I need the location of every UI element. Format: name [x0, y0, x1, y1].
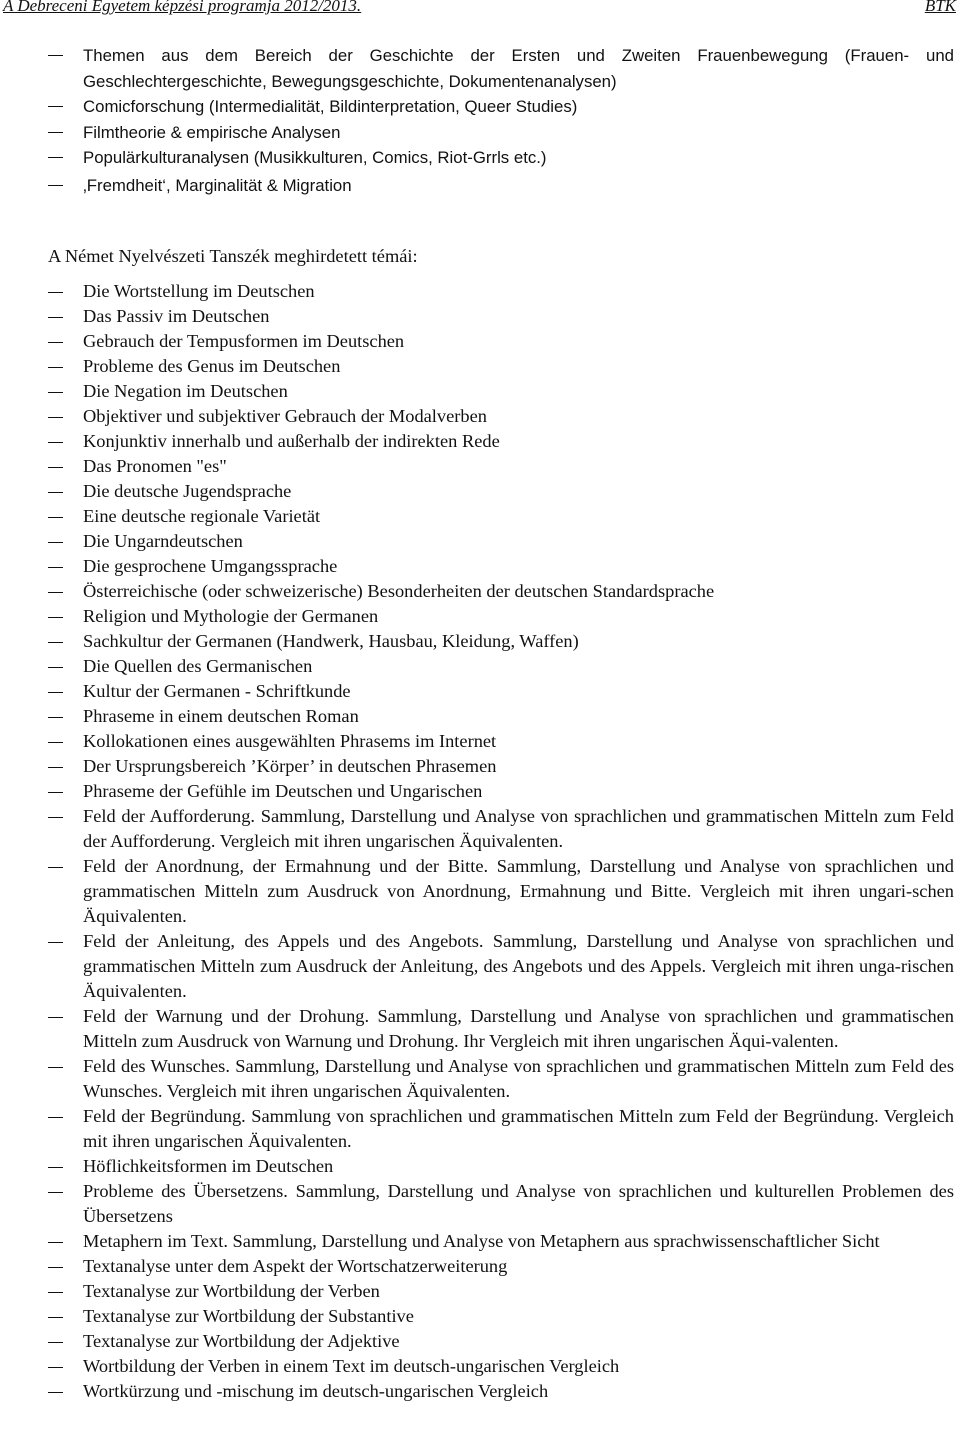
list-item — [0, 579, 960, 604]
dash-bullet — [48, 1292, 63, 1293]
list-item-text: Das Passiv im Deutschen — [83, 306, 270, 326]
dash-bullet — [48, 592, 63, 593]
list-item-text: Das Pronomen "es" — [83, 456, 227, 476]
list-item — [0, 145, 960, 171]
dash-bullet — [48, 417, 63, 418]
dash-bullet — [48, 542, 63, 543]
list-item — [0, 654, 960, 679]
dash-bullet — [48, 1367, 63, 1368]
list-item — [0, 454, 960, 479]
gender-studies-topic-list — [0, 43, 960, 199]
list-item-text: Konjunktiv innerhalb und außerhalb der indirekten Rede — [83, 431, 500, 451]
list-item — [0, 379, 960, 404]
dash-bullet — [48, 106, 63, 107]
list-item — [0, 404, 960, 429]
dash-bullet — [48, 492, 63, 493]
list-item-text: Filmtheorie & empirische Analysen — [83, 122, 341, 142]
section-heading: A Német Nyelvészeti Tanszék meghirdetett témái: — [48, 246, 418, 266]
list-item-text: Feld der Anordnung, der Ermahnung und der Bitte. Sammlung, Darstellung und Analyse von sprachlichen und grammatischen Mitteln zum Ausdruck von Anordnung, Ermahnung und Bitte. Vergleich mit ihren ungari-schen Äquivalenten. — [83, 856, 954, 926]
list-item — [0, 120, 960, 146]
dash-bullet — [48, 55, 63, 56]
list-item — [0, 1354, 960, 1379]
list-item — [0, 1179, 960, 1229]
list-item-text: Metaphern im Text. Sammlung, Darstellung und Analyse von Metaphern aus sprachwissenschaftlicher Sicht — [83, 1231, 880, 1251]
list-item — [0, 1054, 960, 1104]
list-item-text: Österreichische (oder schweizerische) Besonderheiten der deutschen Standardsprache — [83, 581, 715, 601]
dash-bullet — [48, 642, 63, 643]
dash-bullet — [48, 367, 63, 368]
list-item-text: Textanalyse zur Wortbildung der Verben — [83, 1281, 380, 1301]
dash-bullet — [48, 517, 63, 518]
dash-bullet — [48, 1392, 63, 1393]
dash-bullet — [48, 342, 63, 343]
dash-bullet — [48, 617, 63, 618]
list-item-text: Objektiver und subjektiver Gebrauch der Modalverben — [83, 406, 487, 426]
list-item-text: Feld der Warnung und der Drohung. Sammlung, Darstellung und Analyse von sprachlichen und grammatischen Mitteln zum Ausdruck von Warnung und Drohung. Ihr Vergleich mit ihren ungarischen Äqui-valenten. — [83, 1006, 954, 1051]
list-item-text: Eine deutsche regionale Varietät — [83, 506, 321, 526]
list-item-text: Wortbildung der Verben in einem Text im deutsch-ungarischen Vergleich — [83, 1356, 620, 1376]
list-item-text: Populärkulturanalysen (Musikkulturen, Comics, Riot-Grrls etc.) — [83, 148, 547, 168]
list-item — [0, 429, 960, 454]
list-item-text: Textanalyse unter dem Aspekt der Wortschatzerweiterung — [83, 1256, 508, 1276]
list-item-text: Der Ursprungsbereich ’Körper’ in deutschen Phrasemen — [83, 756, 497, 776]
dash-bullet — [48, 317, 63, 318]
list-item-text: Kollokationen eines ausgewählten Phrasems im Internet — [83, 731, 497, 751]
list-item — [0, 929, 960, 1004]
dash-bullet — [48, 442, 63, 443]
list-item — [0, 1154, 960, 1179]
dash-bullet — [48, 867, 63, 868]
dash-bullet — [48, 742, 63, 743]
list-item-text: ‚Fremdheit‘, Marginalität & Migration — [83, 175, 352, 195]
dash-bullet — [48, 567, 63, 568]
dash-bullet — [48, 292, 63, 293]
header-faculty-code[interactable]: BTK — [924, 0, 956, 15]
list-item — [0, 94, 960, 120]
dash-bullet — [48, 1192, 63, 1193]
list-item-text: Feld der Aufforderung. Sammlung, Darstellung und Analyse von sprachlichen und grammatischen Mitteln zum Feld der Aufforderung. Vergleich mit ihren ungarischen Äquivalenten. — [83, 806, 954, 851]
list-item-text: Die Quellen des Germanischen — [83, 656, 313, 676]
list-item — [0, 1254, 960, 1279]
list-item-text: Religion und Mythologie der Germanen — [83, 606, 379, 626]
page-header — [0, 0, 960, 18]
dash-bullet — [48, 132, 63, 133]
list-item-text: Textanalyse zur Wortbildung der Adjektive — [83, 1331, 400, 1351]
list-item-text: Die Wortstellung im Deutschen — [83, 281, 315, 301]
dash-bullet — [48, 1067, 63, 1068]
list-item-text: Höflichkeitsformen im Deutschen — [83, 1156, 334, 1176]
dash-bullet — [48, 1267, 63, 1268]
dash-bullet — [48, 817, 63, 818]
list-item-text: Comicforschung (Intermedialität, Bildinterpretation, Queer Studies) — [83, 97, 578, 117]
list-item — [0, 173, 960, 199]
dash-bullet — [48, 1242, 63, 1243]
dash-bullet — [48, 1167, 63, 1168]
list-item-text: Themen aus dem Bereich der Geschichte der Ersten und Zweiten Frauenbewegung (Frauen- und Geschlechtergeschichte, Bewegungsgeschichte, Dokumentenanalysen) — [83, 46, 954, 91]
list-item — [0, 1379, 960, 1404]
dash-bullet — [48, 185, 63, 186]
list-item-text: Feld der Anleitung, des Appels und des Angebots. Sammlung, Darstellung und Analyse von sprachlichen und grammatischen Mitteln zum Ausdruck der Anleitung, des Angebots und des Appels. Vergleich mit ihren unga-rischen Äquivalenten. — [83, 931, 954, 1001]
list-item — [0, 279, 960, 304]
dash-bullet — [48, 1342, 63, 1343]
list-item — [0, 43, 960, 94]
list-item — [0, 329, 960, 354]
dash-bullet — [48, 767, 63, 768]
header-program-title[interactable]: A Debreceni Egyetem képzési programja 2012/2013. — [3, 0, 362, 15]
dash-bullet — [48, 792, 63, 793]
list-item-text: Die Negation im Deutschen — [83, 381, 288, 401]
list-item — [0, 1329, 960, 1354]
list-item — [0, 1004, 960, 1054]
list-item — [0, 779, 960, 804]
list-item — [0, 1304, 960, 1329]
list-item-text: Feld des Wunsches. Sammlung, Darstellung und Analyse von sprachlichen und grammatischen Mitteln zum Feld des Wunsches. Vergleich mit ihren ungarischen Äquivalenten. — [83, 1056, 954, 1101]
list-item — [0, 304, 960, 329]
list-item-text: Kultur der Germanen - Schriftkunde — [83, 681, 351, 701]
linguistics-topic-list — [0, 279, 960, 1404]
list-item — [0, 529, 960, 554]
dash-bullet — [48, 1117, 63, 1118]
dash-bullet — [48, 667, 63, 668]
list-item — [0, 604, 960, 629]
list-item — [0, 704, 960, 729]
list-item-text: Die gesprochene Umgangssprache — [83, 556, 338, 576]
list-item — [0, 504, 960, 529]
list-item — [0, 1279, 960, 1304]
list-item — [0, 354, 960, 379]
list-item — [0, 679, 960, 704]
dash-bullet — [48, 692, 63, 693]
list-item-text: Feld der Begründung. Sammlung von sprachlichen und grammatischen Mitteln zum Feld der Begründung. Vergleich mit ihren ungarischen Äquivalenten. — [83, 1106, 954, 1151]
list-item — [0, 729, 960, 754]
list-item-text: Phraseme in einem deutschen Roman — [83, 706, 359, 726]
list-item-text: Die deutsche Jugendsprache — [83, 481, 292, 501]
list-item — [0, 629, 960, 654]
list-item — [0, 754, 960, 779]
list-item — [0, 854, 960, 929]
list-item-text: Textanalyse zur Wortbildung der Substantive — [83, 1306, 414, 1326]
list-item — [0, 1229, 960, 1254]
list-item-text: Phraseme der Gefühle im Deutschen und Ungarischen — [83, 781, 483, 801]
list-item — [0, 804, 960, 854]
list-item-text: Wortkürzung und -mischung im deutsch-ungarischen Vergleich — [83, 1381, 549, 1401]
list-item-text: Gebrauch der Tempusformen im Deutschen — [83, 331, 405, 351]
list-item-text: Probleme des Genus im Deutschen — [83, 356, 341, 376]
list-item-text: Sachkultur der Germanen (Handwerk, Hausbau, Kleidung, Waffen) — [83, 631, 579, 651]
list-item — [0, 479, 960, 504]
list-item — [0, 554, 960, 579]
dash-bullet — [48, 942, 63, 943]
dash-bullet — [48, 157, 63, 158]
dash-bullet — [48, 717, 63, 718]
list-item-text: Die Ungarndeutschen — [83, 531, 243, 551]
list-item-text: Probleme des Übersetzens. Sammlung, Darstellung und Analyse von sprachlichen und kulturellen Problemen des Übersetzens — [83, 1181, 954, 1226]
dash-bullet — [48, 392, 63, 393]
dash-bullet — [48, 1317, 63, 1318]
dash-bullet — [48, 467, 63, 468]
dash-bullet — [48, 1017, 63, 1018]
list-item — [0, 1104, 960, 1154]
